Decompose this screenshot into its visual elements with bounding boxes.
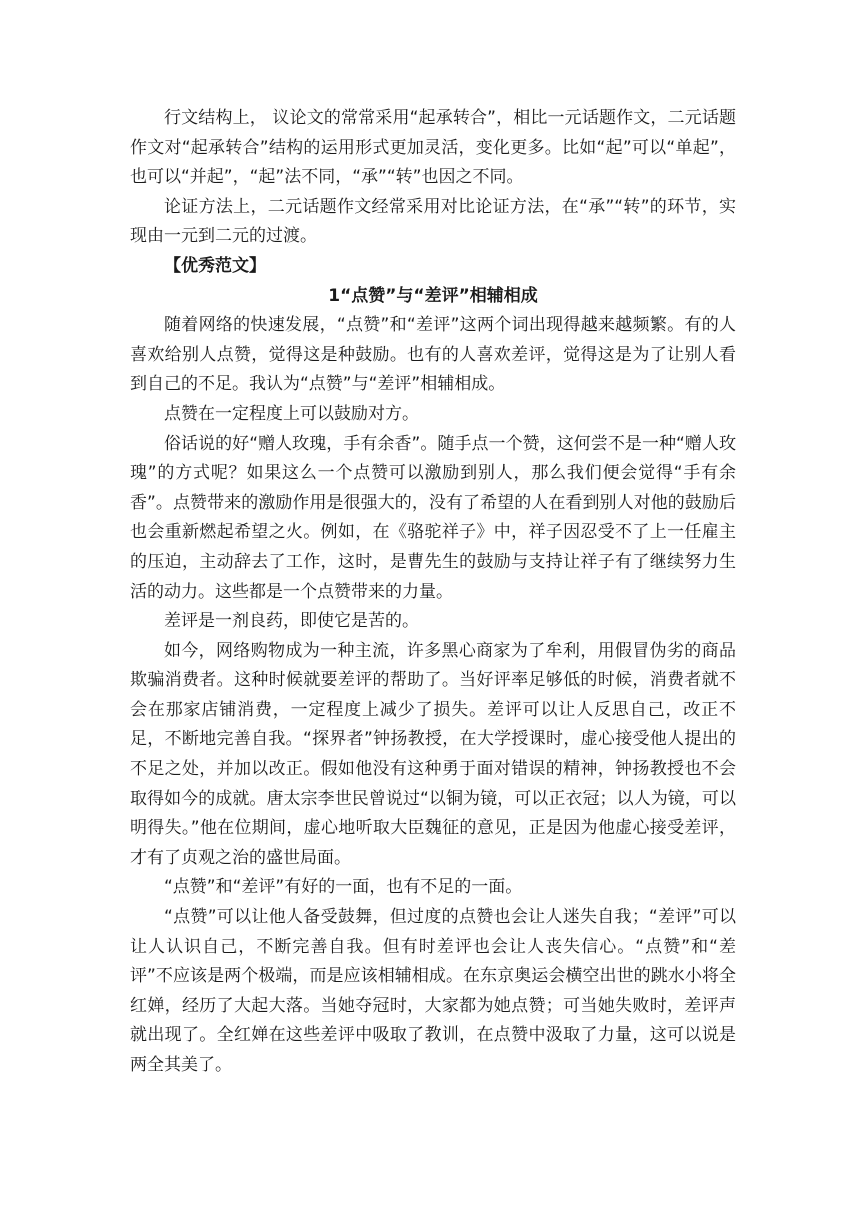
essay-paragraph: “点赞”和“差评”有好的一面，也有不足的一面。 <box>164 877 523 898</box>
essay-paragraph: 点赞在一定程度上可以鼓励对方。 <box>164 403 419 424</box>
essay-paragraph: “点赞”可以让他人备受鼓舞，但过度的点赞也会让人迷失自我；“差评”可以让人认识自己，不断完善自我。但有时差评也会让人丧失信心。“点赞”和“差评”不应该是两个极端，而是应该相辅相成。在东京奥运会横空出世的跳水小将全红婵，经历了大起大落。当她夺冠时，大家都为她点赞；可当她失败时，差评声就出现了。全红婵在这些差评中吸取了教训，在点赞中汲取了力量，这可以说是两全其美了。 <box>130 907 736 1075</box>
intro-paragraph-method: 论证方法上，二元话题作文经常采用对比论证方法，在“承”“转”的环节，实现由一元到二元的过渡。 <box>130 196 736 247</box>
essay-paragraph: 差评是一剂良药，即使它是苦的。 <box>164 611 419 632</box>
essay-title: 1“点赞”与“差评”相辅相成 <box>328 285 538 306</box>
essay-paragraph: 俗话说的好“赠人玫瑰，手有余香”。随手点一个赞，这何尝不是一种“赠人玫瑰”的方式呢？如果这么一个点赞可以激励到别人，那么我们便会觉得“手有余香”。点赞带来的激励作用是很强大的，没有了希望的人在看到别人对他的鼓励后也会重新燃起希望之火。例如，在《骆驼祥子》中，祥子因忍受不了上一任雇主的压迫，主动辞去了工作，这时，是曹先生的鼓励与支持让祥子有了继续努力生活的动力。这些都是一个点赞带来的力量。 <box>130 433 736 602</box>
intro-paragraph-structure: 行文结构上， 议论文的常常采用“起承转合”，相比一元话题作文，二元话题作文对“起承转合”结构的运用形式更加灵活，变化更多。比如“起”可以“单起”，也可以“并起”，“起”法不同，“承”“转”也因之不同。 <box>130 108 736 188</box>
section-label: 【优秀范文】 <box>164 255 266 276</box>
essay-paragraph: 随着网络的快速发展，“点赞”和“差评”这两个词出现得越来越频繁。有的人喜欢给别人点赞，觉得这是种鼓励。也有的人喜欢差评，觉得这是为了让别人看到自己的不足。我认为“点赞”与“差评”相辅相成。 <box>130 315 736 395</box>
essay-paragraph: 如今，网络购物成为一种主流，许多黑心商家为了牟利，用假冒伪劣的商品欺骗消费者。这种时候就要差评的帮助了。当好评率足够低的时候，消费者就不会在那家店铺消费，一定程度上减少了损失。差评可以让人反思自己，改正不足，不断地完善自我。“探界者”钟扬教授，在大学授课时，虚心接受他人提出的不足之处，并加以改正。假如他没有这种勇于面对错误的精神，钟扬教授也不会取得如今的成就。唐太宗李世民曾说过“以铜为镜，可以正衣冠；以人为镜，可以明得失。”他在位期间，虚心地听取大臣魏征的意见，正是因为他虚心接受差评，才有了贞观之治的盛世局面。 <box>130 640 736 868</box>
